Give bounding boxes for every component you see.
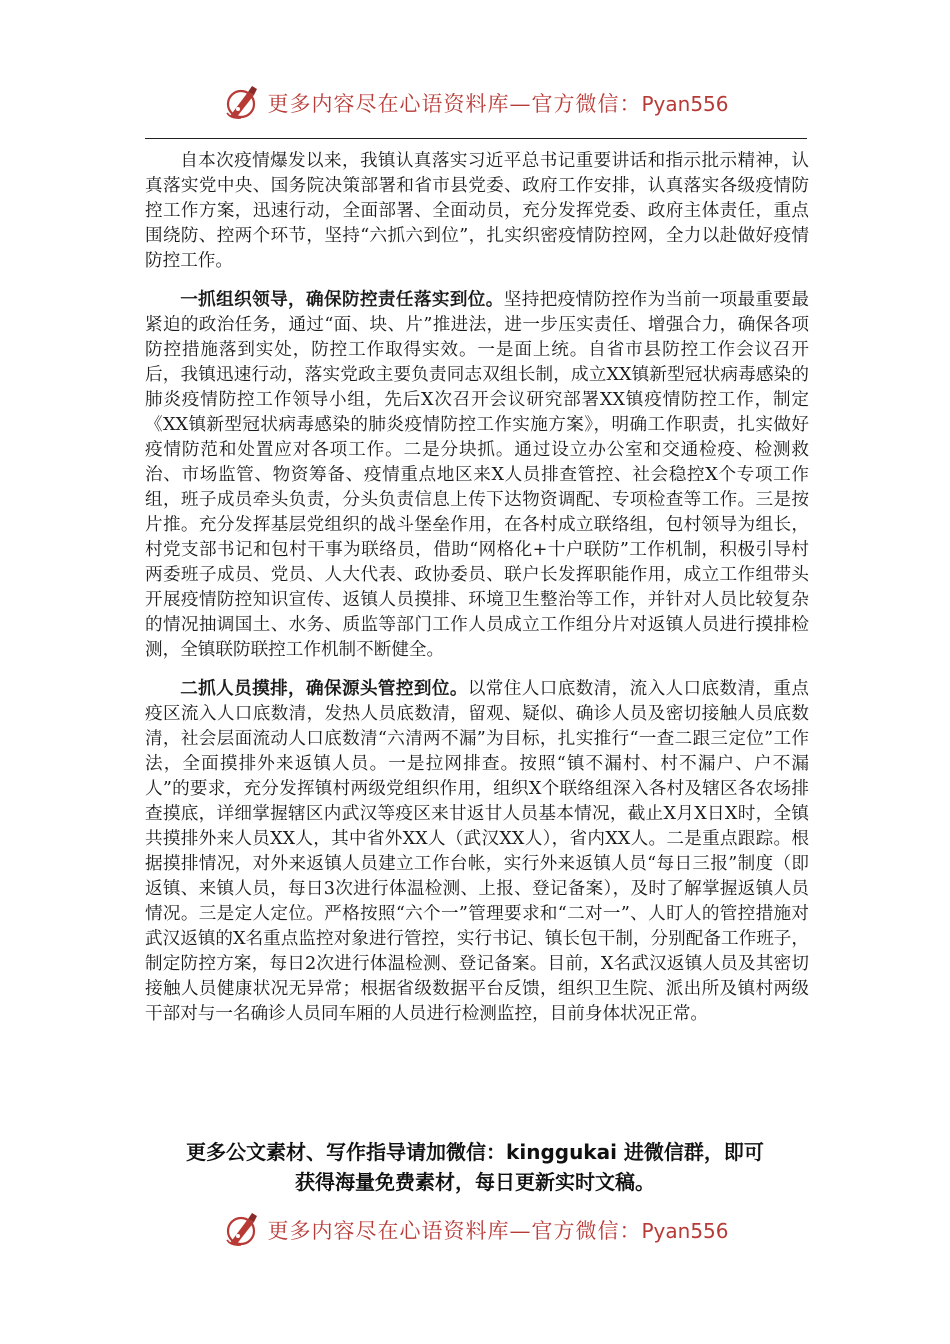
paragraph-text: 坚持把疫情防控作为当前一项最重要最紧迫的政治任务，通过“面、块、片”推进法，进一步压实责任、增强合力，确保各项防控措施落到实处，防控工作取得实效。一是面上统。自省市县防控工作会议召开后，我镇迅速行动，落实党政主要负责同志双组长制，成立XX镇新型冠状病毒感染的肺炎疫情防控工作领导小组，先后X次召开会议研究部署XX镇疫情防控工作，制定《XX镇新型冠状病毒感染的肺炎疫情防控工作实施方案》，明确工作职责，扎实做好疫情防范和处置应对各项工作。二是分块抓。通过设立办公室和交通检疫、检测救治、市场监管、物资筹备、疫情重点地区来X人员排查管控、社会稳控X个专项工作组，班子成员牵头负责，分头负责信息上传下达物资调配、专项检查等工作。三是按片推。充分发挥基层党组织的战斗堡垒作用，在各村成立联络组，包村领导为组长，村党支部书记和包村干事为联络员，借助“网格化+十户联防”工作机制，积极引导村两委班子成员、党员、人大代表、政协委员、联户长发挥职能作用，成立工作组带头开展疫情防控知识宣传、返镇人员摸排、环境卫生整治等工作，并针对人员比较复杂的情况抽调国土、水务、质监等部门工作人员成立工作组分片对返镇人员进行摸排检测，全镇联防联控工作机制不断健全。: [145, 290, 809, 660]
wechat-id: Pyan556: [641, 92, 729, 116]
document-body: [145, 148, 809, 1040]
paragraph-lead: 二抓人员摸排，确保源头管控到位。: [180, 678, 468, 699]
paragraph-text: 以常住人口底数清，流入人口底数清，重点疫区流入人口底数清，发热人员底数清，留观、疑似、确诊人员及密切接触人员底数清，社会层面流动人口底数清“六清两不漏”为目标，扎实推行“一查二跟三定位”工作法，全面摸排外来返镇人员。一是拉网排查。按照“镇不漏村、村不漏户、户不漏人”的要求，充分发挥镇村两级党组织作用，组织X个联络组深入各村及辖区各农场排查摸底，详细掌握辖区内武汉等疫区来甘返甘人员基本情况，截止X月X日X时，全镇共摸排外来人员XX人，其中省外XX人（武汉XX人），省内XX人。二是重点跟踪。根据摸排情况，对外来返镇人员建立工作台帐，实行外来返镇人员“每日三报”制度（即返镇、来镇人员，每日3次进行体温检测、上报、登记备案），及时了解掌握返镇人员情况。三是定人定位。严格按照“六个一”管理要求和“二对一”、人盯人的管控措施对武汉返镇的X名重点监控对象进行管控，实行书记、镇长包干制，分别配备工作班子，制定防控方案，每日2次进行体温检测、登记备案。目前，X名武汉返镇人员及其密切接触人员健康状况无异常；根据省级数据平台反馈，组织卫生院、派出所及镇村两级干部对与一名确诊人员同车厢的人员进行检测监控，目前身体状况正常。: [145, 679, 809, 1024]
footer-banner: [0, 1205, 950, 1255]
footer-promo-note: [130, 1137, 820, 1197]
footer-note-line-2: 获得海量免费素材，每日更新实时文稿。: [295, 1170, 655, 1194]
paragraph-section-2: [145, 676, 809, 1027]
paragraph-section-1: [145, 287, 809, 663]
pen-nib-logo-icon: [221, 1210, 261, 1250]
footer-note-line-1: 更多公文素材、写作指导请加微信：kinggukai 进微信群，即可: [186, 1140, 764, 1164]
wechat-id: Pyan556: [641, 1219, 729, 1243]
pen-nib-logo-icon: [221, 83, 261, 123]
paragraph-lead: 一抓组织领导，确保防控责任落实到位。: [180, 289, 504, 310]
banner-text: 更多内容尽在心语资料库—官方微信：Pyan556: [267, 92, 729, 116]
paragraph-intro: [145, 148, 809, 274]
header-banner: [0, 78, 950, 128]
header-divider: [145, 138, 807, 139]
banner-text: 更多内容尽在心语资料库—官方微信：Pyan556: [267, 1219, 729, 1243]
paragraph-text: 自本次疫情爆发以来，我镇认真落实习近平总书记重要讲话和指示批示精神，认真落实党中央、国务院决策部署和省市县党委、政府工作安排，认真落实各级疫情防控工作方案，迅速行动，全面部署、全面动员，充分发挥党委、政府主体责任，重点围绕防、控两个环节，坚持“六抓六到位”，扎实织密疫情防控网，全力以赴做好疫情防控工作。: [145, 151, 809, 271]
